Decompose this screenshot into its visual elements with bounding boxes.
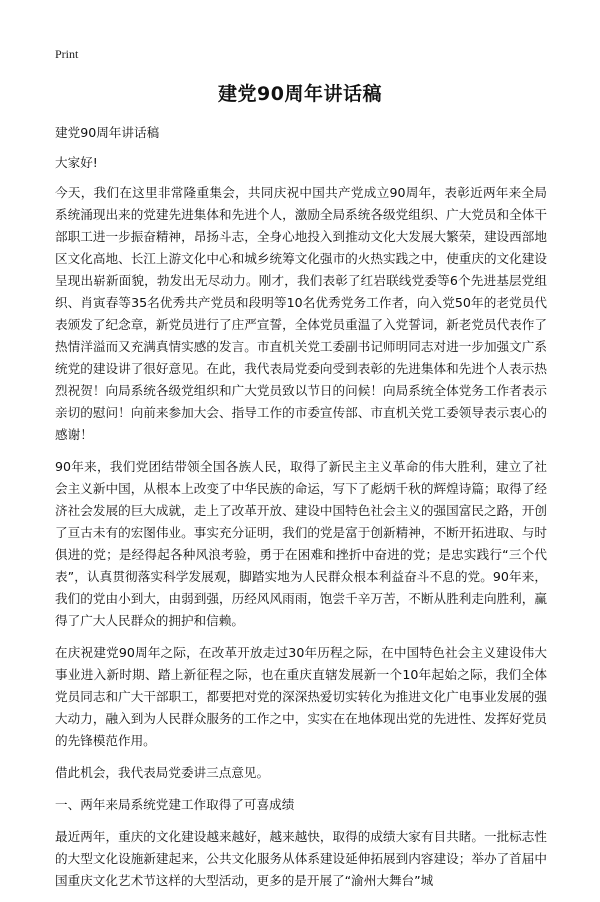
print-link[interactable]: Print: [55, 47, 79, 61]
greeting: 大家好!: [55, 155, 98, 170]
paragraph-celebration: 在庆祝建党90周年之际，在改革开放走过30年历程之际，在中国特色社会主义建设伟大事业进入新时期、踏上新征程之际，也在重庆直辖发展新一个10年起始之际，我们全体党员同志和广大干部职工，都要把对党的深深热爱切实转化为推进文化广电事业发展的强大动力，融入到为人民群众服务的工作之中，实实在在地体现出党的先进性、发挥好党员的先锋模范作用。: [55, 645, 547, 748]
page-title: 建党90周年讲话稿: [218, 83, 382, 105]
paragraph-history: 90年来，我们党团结带领全国各族人民，取得了新民主主义革命的伟大胜利，建立了社会主义新中国，从根本上改变了中华民族的命运，写下了彪炳千秋的辉煌诗篇；取得了经济社会发展的巨大成就，走上了改革开放、建设中国特色社会主义的强国富民之路，开创了亘古未有的宏图伟业。事实充分证明，我们的党是富于创新精神，不断开拓进取、与时俱进的党；是经得起各种风浪考验，勇于在困难和挫折中奋进的党；是忠实践行“三个代表”，认真贯彻落实科学发展观，脚踏实地为人民群众根本利益奋斗不息的党。90年来，我们的党由小到大，由弱到强，历经风风雨雨，饱尝千辛万苦，不断从胜利走向胜利，赢得了广大人民群众的拥护和信赖。: [55, 459, 547, 628]
paragraph-opening: 今天，我们在这里非常隆重集会，共同庆祝中国共产党成立90周年，表彰近两年来全局系统涌现出来的党建先进集体和先进个人，激励全局系统各级党组织、广大党员和全体干部职工进一步振奋精神，昂扬斗志，全身心地投入到推动文化大发展大繁荣，建设西部地区文化高地、长江上游文化中心和城乡统筹文化强市的火热实践之中，使重庆的文化建设呈现出崭新面貌，勃发出无尽动力。刚才，我们表彰了红岩联线党委等6个先进基层党组织、肖寅春等35名优秀共产党员和段明等10名优秀党务工作者，向入党50年的老党员代表颁发了纪念章，新党员进行了庄严宣誓，全体党员重温了入党誓词，新老党员代表作了热情洋溢而又充满真情实感的发言。市直机关党工委副书记师明同志对进一步加强文广系统党的建设讲了很好意见。在此，我代表局党委向受到表彰的先进集体和先进个人表示热烈祝贺！向局系统各级党组织和广大党员致以节日的问候！向局系统全体党务工作者表示亲切的慰问！向前来参加大会、指导工作的市委宣传部、市直机关党工委领导表示衷心的感谢！: [55, 185, 547, 442]
paragraph-intro-points: 借此机会，我代表局党委讲三点意见。: [55, 765, 270, 780]
section-heading-1: 一、两年来局系统党建工作取得了可喜成绩: [55, 797, 295, 812]
article-body: [55, 122, 547, 902]
paragraph-achievements: 最近两年，重庆的文化建设越来越好，越来越快，取得的成绩大家有目共睹。一批标志性的大型文化设施新建起来，公共文化服务从体系建设延伸拓展到内容建设；举办了首届中国重庆文化艺术节这样的大型活动，更多的是开展了“渝州大舞台”城: [55, 829, 547, 888]
article-subtitle: 建党90周年讲话稿: [55, 125, 160, 140]
